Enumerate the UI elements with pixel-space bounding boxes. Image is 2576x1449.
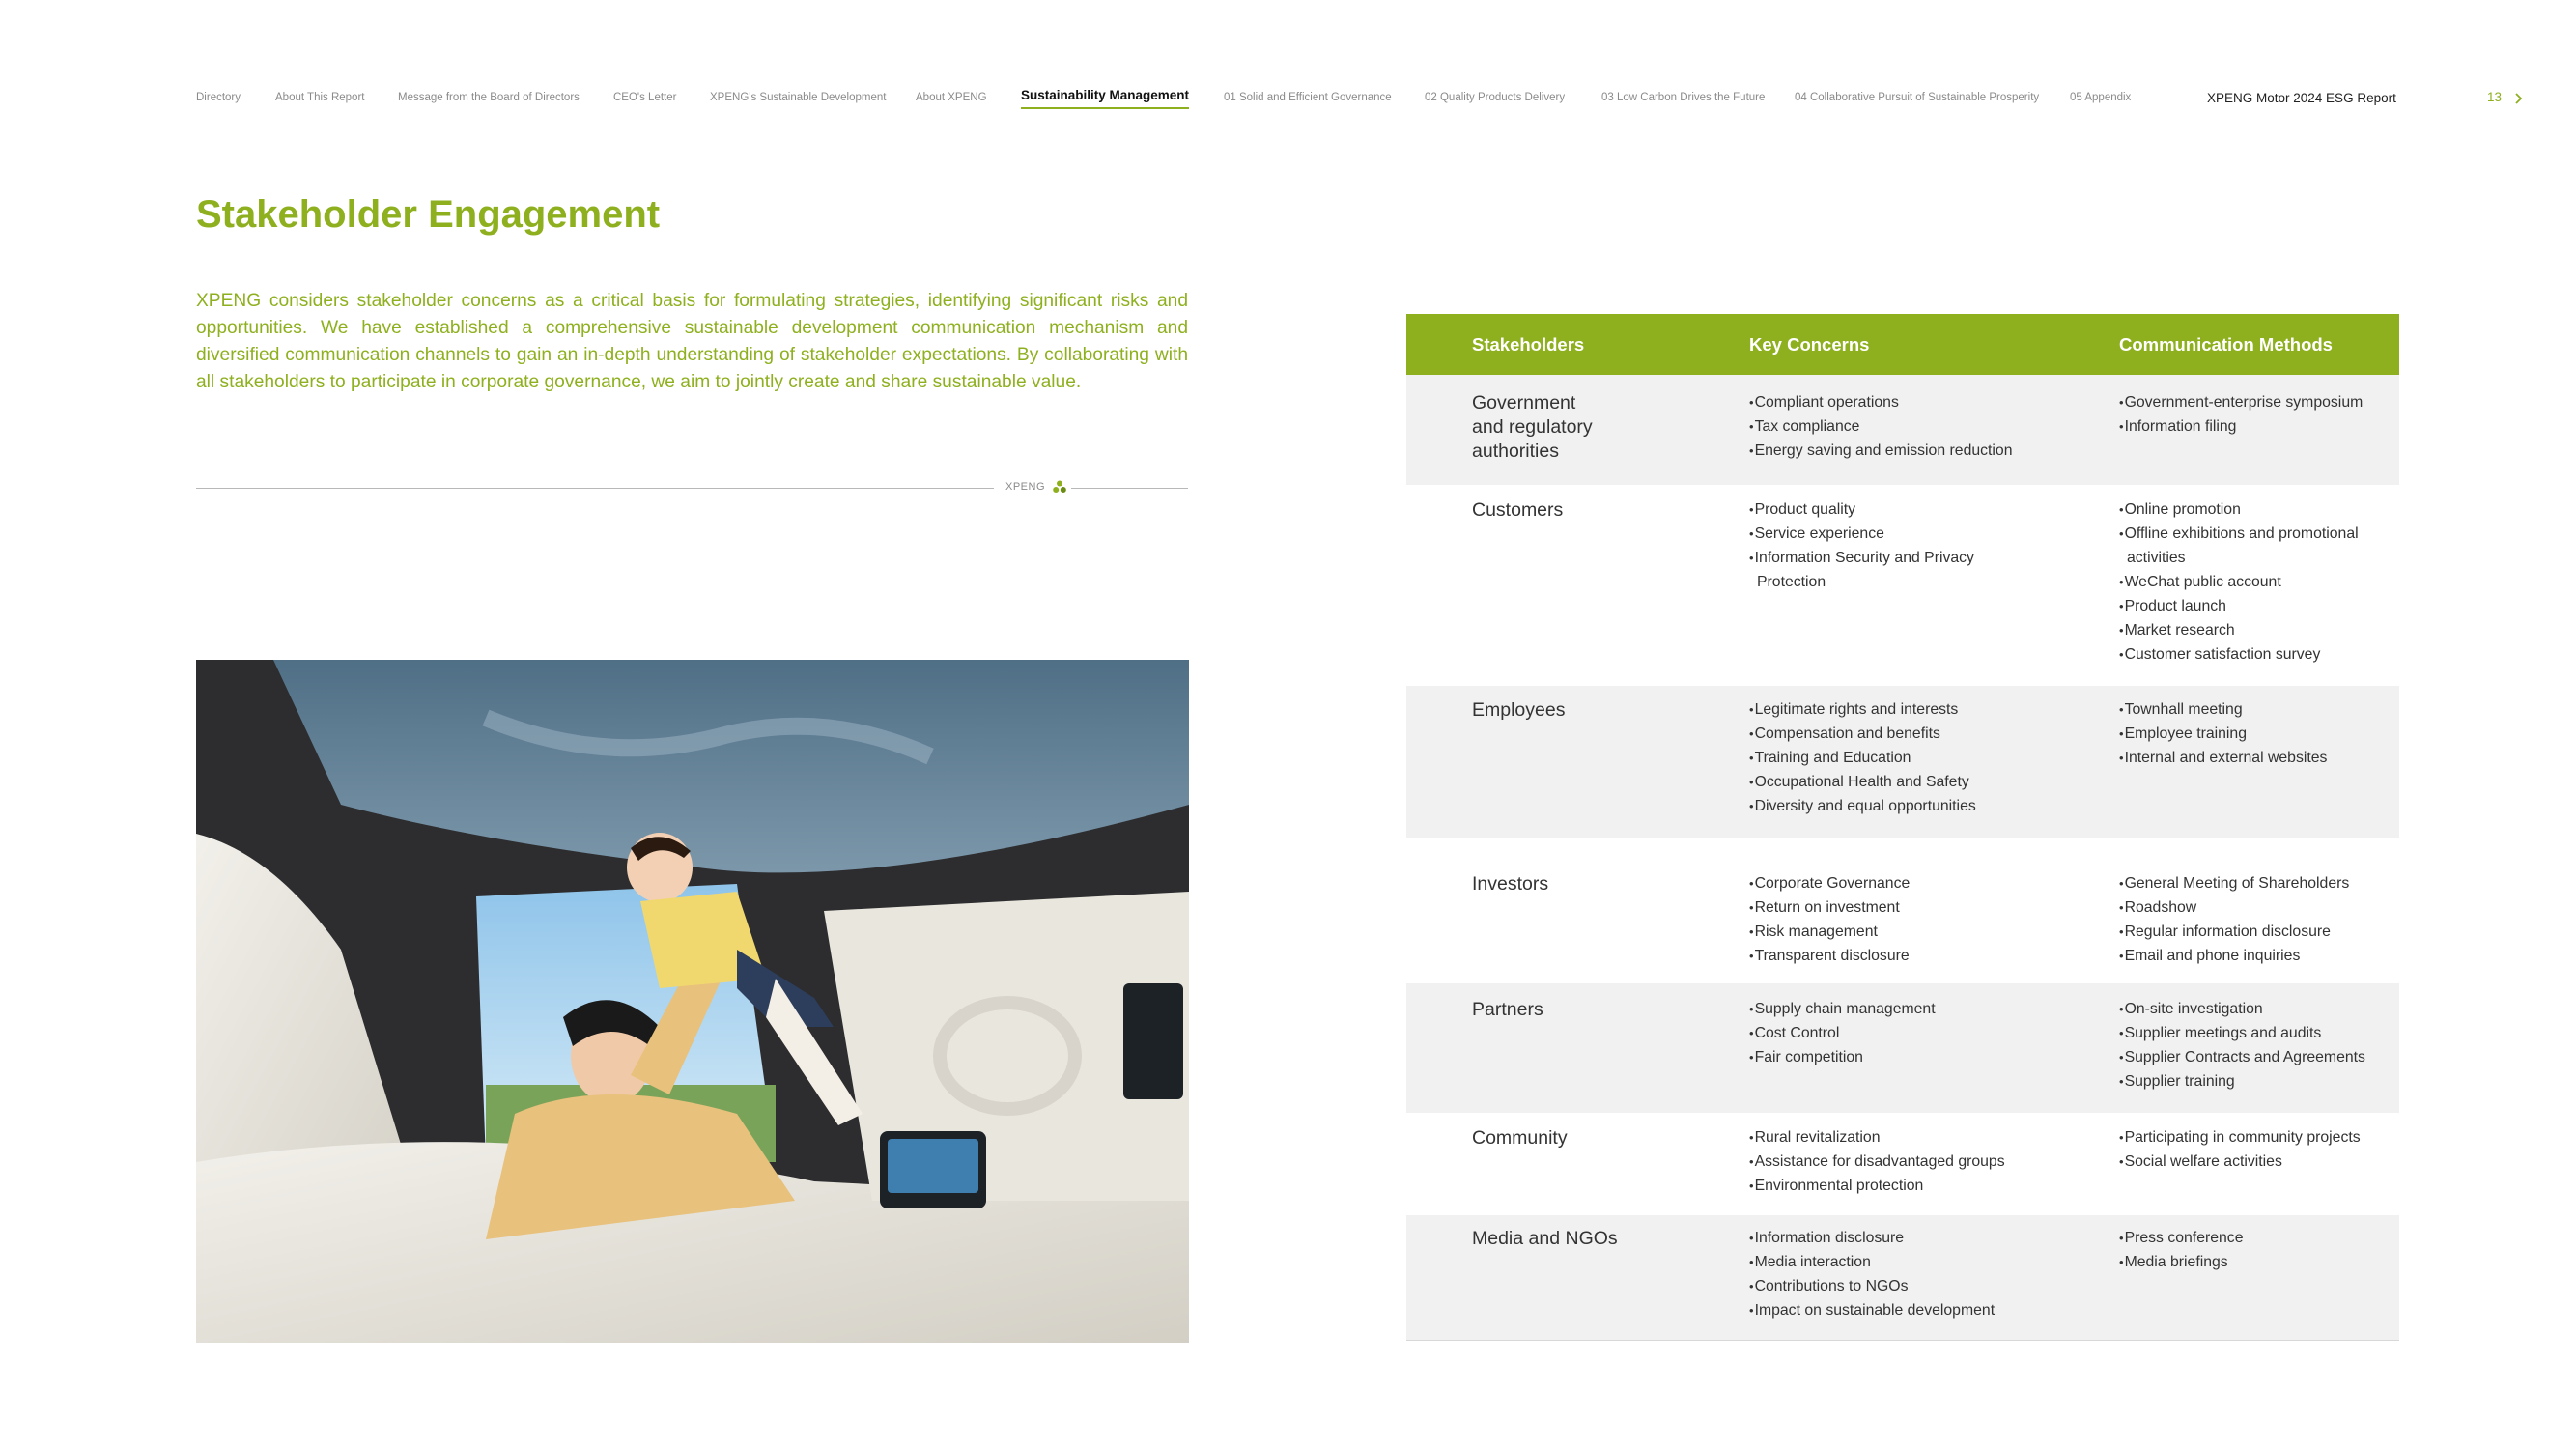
- xpeng-logo-icon: [1053, 480, 1066, 494]
- nav-low-carbon[interactable]: 03 Low Carbon Drives the Future: [1601, 92, 1766, 103]
- intro-paragraph: XPENG considers stakeholder concerns as a critical basis for formulating strategies, identifying significant risks and opportunities. We have established a comprehensive sustainable development communication mechanism and diversified communication channels to gain an in-depth understanding of stakeholder expectations. By collaborating with all stakeholders to participate in corporate governance, we aim to jointly create and share sustainable value.: [196, 291, 1188, 392]
- stakeholder-name: Customers: [1472, 499, 1564, 521]
- nav-shared-prosperity[interactable]: 04 Collaborative Pursuit of Sustainable Prosperity: [1795, 92, 2040, 103]
- table-row: [1406, 375, 2399, 487]
- concern-item: • Legitimate rights and interests: [1749, 697, 2068, 722]
- method-item: • Government-enterprise symposium: [2119, 390, 2394, 414]
- method-item: • Offline exhibitions and promotional activities: [2119, 522, 2394, 570]
- method-item: • On-site investigation: [2119, 997, 2394, 1021]
- concern-item: • Contributions to NGOs: [1749, 1274, 2068, 1298]
- concerns-list: [1749, 390, 2068, 463]
- concerns-list: [1749, 1125, 2068, 1198]
- concern-item: • Fair competition: [1749, 1045, 2068, 1069]
- stakeholder-name: Community: [1472, 1127, 1568, 1149]
- stakeholder-name: Investors: [1472, 873, 1549, 895]
- methods-list: [2119, 871, 2394, 968]
- xpeng-divider-logo: [1005, 480, 1066, 494]
- nav-about-xpeng[interactable]: About XPENG: [916, 92, 987, 103]
- photo-illustration: [196, 660, 1189, 1343]
- concern-item: • Supply chain management: [1749, 997, 2068, 1021]
- method-item: • Press conference: [2119, 1226, 2394, 1250]
- concerns-list: [1749, 871, 2068, 968]
- concern-item: • Cost Control: [1749, 1021, 2068, 1045]
- stakeholder-name-line: and regulatory: [1472, 416, 1593, 438]
- concern-item: • Service experience: [1749, 522, 2068, 546]
- method-item: • Townhall meeting: [2119, 697, 2394, 722]
- methods-list: [2119, 997, 2394, 1094]
- concern-item: • Rural revitalization: [1749, 1125, 2068, 1150]
- report-title: XPENG Motor 2024 ESG Report: [2207, 91, 2396, 105]
- method-item: • Product launch: [2119, 594, 2394, 618]
- concern-item: • Tax compliance: [1749, 414, 2068, 439]
- method-item: • Media briefings: [2119, 1250, 2394, 1274]
- nav-ceo-letter[interactable]: CEO's Letter: [613, 92, 677, 103]
- method-item: • Participating in community projects: [2119, 1125, 2394, 1150]
- concern-item: • Occupational Health and Safety: [1749, 770, 2068, 794]
- table-row: [1406, 983, 2399, 1115]
- concern-item: • Assistance for disadvantaged groups: [1749, 1150, 2068, 1174]
- concern-item: • Information Security and Privacy Protection: [1749, 546, 2000, 594]
- methods-list: [2119, 1226, 2394, 1274]
- stakeholder-name-line: Government: [1472, 392, 1576, 413]
- concern-item: • Impact on sustainable development: [1749, 1298, 2068, 1322]
- method-item: • Internal and external websites: [2119, 746, 2394, 770]
- concern-item: • Energy saving and emission reduction: [1749, 439, 2068, 463]
- method-item: • Social welfare activities: [2119, 1150, 2394, 1174]
- method-item: • Online promotion: [2119, 497, 2394, 522]
- method-item: • Regular information disclosure: [2119, 920, 2394, 944]
- nav-directory[interactable]: Directory: [196, 92, 241, 103]
- car-interior-photo: [196, 660, 1189, 1343]
- method-item: • Customer satisfaction survey: [2119, 642, 2394, 667]
- header-communication-methods: Communication Methods: [2119, 334, 2333, 355]
- nav-quality-products[interactable]: 02 Quality Products Delivery: [1425, 92, 1566, 103]
- nav-about-report[interactable]: About This Report: [275, 92, 365, 103]
- methods-list: [2119, 697, 2394, 770]
- concerns-list: [1749, 1226, 2068, 1322]
- concern-item: • Compliant operations: [1749, 390, 2068, 414]
- methods-list: [2119, 497, 2394, 667]
- concern-item: • Information disclosure: [1749, 1226, 2068, 1250]
- concern-item: • Corporate Governance: [1749, 871, 2068, 895]
- stakeholder-name: Employees: [1472, 699, 1566, 721]
- nav-appendix[interactable]: 05 Appendix: [2070, 92, 2132, 103]
- method-item: • Market research: [2119, 618, 2394, 642]
- section-divider: [196, 481, 1188, 493]
- concern-item: • Diversity and equal opportunities: [1749, 794, 2068, 818]
- method-item: • WeChat public account: [2119, 570, 2394, 594]
- concerns-list: [1749, 697, 2068, 818]
- stakeholder-table: [1406, 314, 2399, 1341]
- concern-item: • Risk management: [1749, 920, 2068, 944]
- method-item: • Information filing: [2119, 414, 2394, 439]
- method-item: • Employee training: [2119, 722, 2394, 746]
- chevron-right-icon[interactable]: [2511, 90, 2527, 107]
- method-item: • Supplier training: [2119, 1069, 2394, 1094]
- method-item: • General Meeting of Shareholders: [2119, 871, 2394, 895]
- method-item: • Supplier meetings and audits: [2119, 1021, 2394, 1045]
- table-header: [1406, 314, 2399, 375]
- method-item: • Supplier Contracts and Agreements: [2119, 1045, 2394, 1069]
- nav-governance[interactable]: 01 Solid and Efficient Governance: [1224, 92, 1392, 103]
- concerns-list: [1749, 497, 2068, 594]
- table-row: [1406, 1115, 2399, 1215]
- concern-item: • Training and Education: [1749, 746, 2068, 770]
- table-row: [1406, 487, 2399, 686]
- concern-item: • Transparent disclosure: [1749, 944, 2068, 968]
- stakeholder-name-line: authorities: [1472, 440, 1559, 462]
- methods-list: [2119, 1125, 2394, 1174]
- divider-line-left: [196, 488, 994, 489]
- concern-item: • Environmental protection: [1749, 1174, 2068, 1198]
- stakeholder-name: [1472, 391, 1593, 464]
- concern-item: • Product quality: [1749, 497, 2068, 522]
- concern-item: • Compensation and benefits: [1749, 722, 2068, 746]
- nav-board-message[interactable]: Message from the Board of Directors: [398, 92, 580, 103]
- nav-sustainable-development[interactable]: XPENG's Sustainable Development: [710, 92, 887, 103]
- table-row: [1406, 1215, 2399, 1341]
- header-stakeholders: Stakeholders: [1472, 334, 1585, 355]
- concerns-list: [1749, 997, 2068, 1069]
- table-row: [1406, 840, 2399, 983]
- page-title: Stakeholder Engagement: [196, 193, 661, 236]
- header-key-concerns: Key Concerns: [1749, 334, 1870, 355]
- divider-logo-text: XPENG: [1005, 481, 1046, 493]
- method-item: • Email and phone inquiries: [2119, 944, 2394, 968]
- nav-sustainability-management[interactable]: Sustainability Management: [1021, 88, 1190, 102]
- page-number: 13: [2487, 90, 2503, 104]
- concern-item: • Return on investment: [1749, 895, 2068, 920]
- method-item: • Roadshow: [2119, 895, 2394, 920]
- divider-line-right: [1071, 488, 1188, 489]
- methods-list: [2119, 390, 2394, 439]
- concern-item: • Media interaction: [1749, 1250, 2068, 1274]
- stakeholder-name: Media and NGOs: [1472, 1228, 1618, 1249]
- stakeholder-name: Partners: [1472, 999, 1543, 1020]
- table-row: [1406, 686, 2399, 840]
